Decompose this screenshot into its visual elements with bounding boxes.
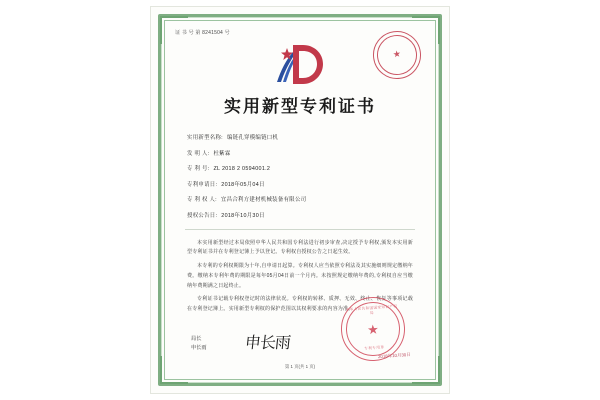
field-label: 授权公告日: xyxy=(187,212,218,219)
field-row xyxy=(187,149,425,157)
body-paragraph: 本专利的专利权期限为十年,自申请日起算。专利权人应当依照专利法及其实施细则规定缴纳年费。缴纳本专利年费的期限是每年05月04日前一个月内。未按照规定缴纳年费的,专利权自应当缴纳年费期满之日起终止。 xyxy=(187,263,413,289)
serial-suffix: 号 xyxy=(224,30,230,36)
star-icon: ★ xyxy=(392,48,402,60)
director-title xyxy=(191,335,207,353)
seal-bottom-text: 专利专用章 xyxy=(364,345,385,351)
section-divider xyxy=(185,229,415,230)
field-value: 2018年05月04日 xyxy=(221,181,265,188)
field-value: ZL 2018 2 0594001.2 xyxy=(213,166,271,172)
field-value: 2018年10月30日 xyxy=(221,212,265,219)
director-label: 局长 xyxy=(191,336,202,343)
body-paragraph: 本实用新型经过本局依照中华人民共和国专利法进行初步审查,决定授予专利权,颁发本实用新型专利证书并在专利登记簿上予以登记。专利权自授权公告之日起生效。 xyxy=(187,239,413,256)
field-row xyxy=(187,133,425,141)
field-row xyxy=(187,164,425,172)
patent-certificate xyxy=(150,6,450,394)
field-value: 杜紫霖 xyxy=(213,150,231,157)
field-value: 编链孔穿模编链口机 xyxy=(226,135,279,141)
field-label: 专 利 权 人: xyxy=(187,197,217,203)
field-value: 宜昌合利方建材机械装备有限公司 xyxy=(220,197,307,203)
star-icon: ★ xyxy=(366,321,380,337)
seal-inner-ring xyxy=(344,300,402,358)
serial-number: 8241504 xyxy=(202,30,224,36)
china-patent-emblem-icon xyxy=(175,42,425,90)
field-label: 实用新型名称: xyxy=(187,135,223,141)
patent-fields xyxy=(175,133,425,219)
seal-top-text: 中华人民共和国国家知识产权局 xyxy=(345,304,398,316)
page-title: 实用新型专利证书 xyxy=(224,97,376,116)
field-label: 发 明 人: xyxy=(187,150,210,157)
page-number: 第 1 页(共 1 页) xyxy=(284,364,316,369)
field-label: 专 利 号: xyxy=(187,166,210,172)
field-label: 专利申请日: xyxy=(187,181,218,188)
field-row xyxy=(187,195,425,203)
serial-label: 证 书 号 第 xyxy=(175,30,201,36)
director-name: 申长雨 xyxy=(191,345,207,352)
seal-date: 2018年10月30日 xyxy=(378,351,412,360)
field-row xyxy=(187,211,425,219)
handwritten-signature: 申长雨 xyxy=(243,335,291,352)
certificate-content xyxy=(175,29,425,371)
field-row xyxy=(187,180,425,188)
body-paragraph: 专利证书记载专利权登记时的法律状况。专利权的转移、质押、无效、终止、恢复等事项记载在专利登记簿上。实用新型专利权的保护范围以其权利要求的内容为准。 xyxy=(187,296,413,312)
